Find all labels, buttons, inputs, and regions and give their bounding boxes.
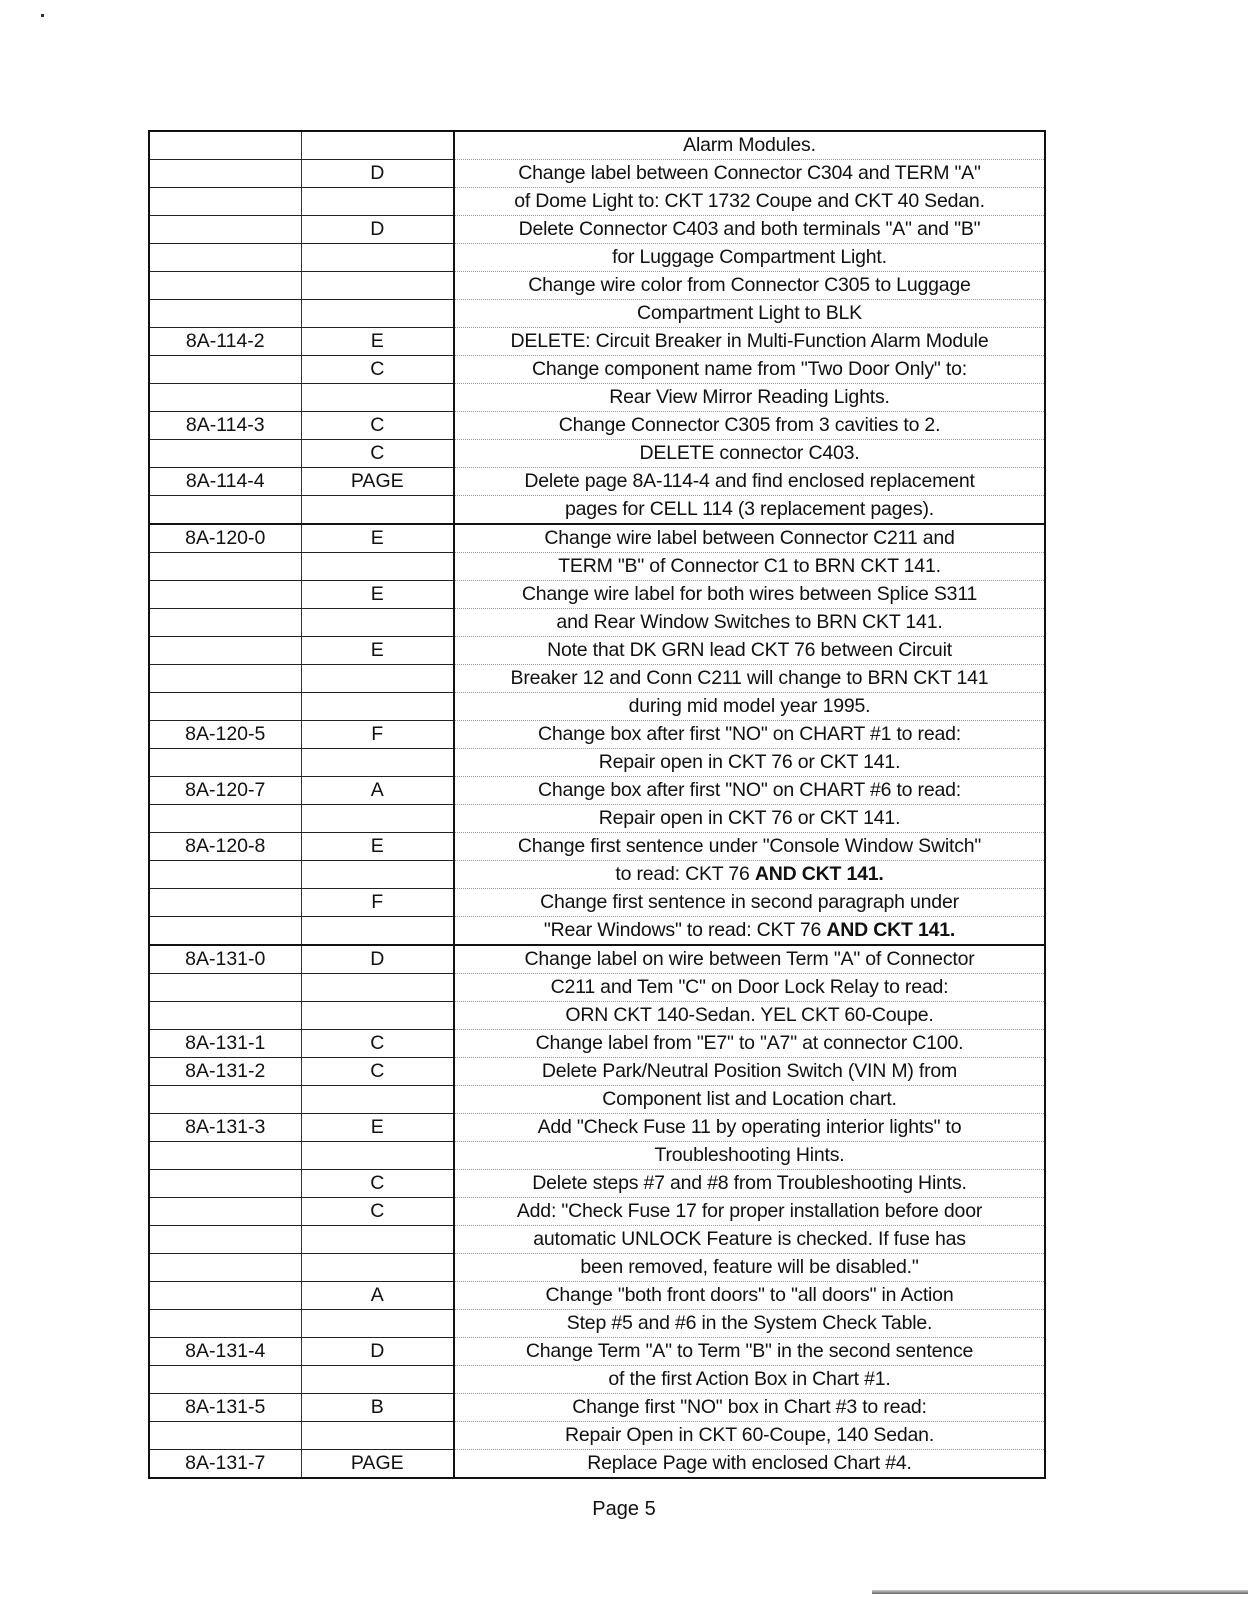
description-bold-text: AND CKT 141. [754,863,884,885]
change-code-cell [301,496,454,525]
description-text: DELETE: Circuit Breaker in Multi-Function Alarm Module [510,330,989,352]
description-cell [454,496,1045,525]
description-text: Add: "Check Fuse 17 for proper installation before door [516,1200,983,1222]
table-row [149,328,1045,356]
table-row [149,581,1045,609]
change-code-cell: D [301,1338,454,1366]
change-code-cell: A [301,1282,454,1310]
change-code-cell: E [301,637,454,665]
description-text: C211 and Tem "C" on Door Lock Relay to read: [550,976,949,998]
table-row [149,665,1045,693]
description-text: Change "both front doors" to "all doors" in Action [545,1284,954,1306]
table-row [149,1086,1045,1114]
table-row [149,524,1045,553]
change-code-cell: D [301,945,454,974]
description-text: Breaker 12 and Conn C211 will change to BRN CKT 141 [510,667,989,689]
table-row [149,1422,1045,1450]
table-row [149,1282,1045,1310]
table-row [149,833,1045,861]
description-text: Change first "NO" box in Chart #3 to read: [572,1396,927,1418]
table-row [149,1002,1045,1030]
change-code-cell: PAGE [301,1450,454,1479]
change-code-cell: C [301,1170,454,1198]
change-code-cell: PAGE [301,468,454,496]
page-ref-cell: 8A-120-7 [149,777,301,805]
table-row [149,749,1045,777]
table-row [149,917,1045,946]
description-text: Change label from "E7" to "A7" at connector C100. [535,1032,964,1054]
description-cell [454,1338,1045,1366]
page-ref-cell [149,693,301,721]
change-code-cell: E [301,524,454,553]
description-text: Change first sentence under "Console Window Switch" [517,835,982,857]
table-row [149,693,1045,721]
page-number: Page 5 [592,1498,656,1520]
change-code-cell: E [301,581,454,609]
page-ref-cell [149,1366,301,1394]
description-text: Compartment Light to BLK [637,302,862,324]
description-text: for Luggage Compartment Light. [612,246,887,268]
description-text: of the first Action Box in Chart #1. [608,1368,891,1390]
description-cell [454,693,1045,721]
change-code-cell: A [301,777,454,805]
revision-table [148,130,1046,1479]
description-cell [454,356,1045,384]
change-code-cell [301,300,454,328]
page-ref-cell [149,1002,301,1030]
table-row [149,1366,1045,1394]
description-cell [454,889,1045,917]
table-row [149,1030,1045,1058]
page-ref-cell [149,384,301,412]
page-ref-cell: 8A-120-8 [149,833,301,861]
description-cell [454,777,1045,805]
description-cell [454,440,1045,468]
page-ref-cell [149,272,301,300]
table-row [149,974,1045,1002]
change-code-cell: C [301,1030,454,1058]
table-row [149,1198,1045,1226]
scan-speck [41,14,44,17]
table-row [149,1254,1045,1282]
change-code-cell [301,1254,454,1282]
page-ref-cell [149,665,301,693]
description-cell [454,553,1045,581]
description-text: Repair open in CKT 76 or CKT 141. [598,751,901,773]
page-ref-cell [149,637,301,665]
page-ref-cell [149,805,301,833]
page-ref-cell: 8A-131-2 [149,1058,301,1086]
page-ref-cell [149,1226,301,1254]
description-cell [454,1114,1045,1142]
description-text: been removed, feature will be disabled." [580,1256,919,1278]
change-code-cell [301,609,454,637]
table-row [149,1142,1045,1170]
page-ref-cell [149,974,301,1002]
change-code-cell: E [301,833,454,861]
description-cell [454,609,1045,637]
description-cell [454,805,1045,833]
change-code-cell: C [301,1198,454,1226]
description-cell [454,917,1045,946]
description-cell [454,1282,1045,1310]
page-ref-cell: 8A-131-5 [149,1394,301,1422]
page-ref-cell: 8A-120-0 [149,524,301,553]
change-code-cell [301,1086,454,1114]
table-row [149,945,1045,974]
description-cell [454,1310,1045,1338]
table-row [149,1310,1045,1338]
description-text: DELETE connector C403. [639,442,860,464]
page-ref-cell [149,889,301,917]
table-row [149,721,1045,749]
description-cell [454,160,1045,188]
change-code-cell [301,1310,454,1338]
change-code-cell [301,917,454,946]
page-ref-cell: 8A-114-2 [149,328,301,356]
change-code-cell [301,1366,454,1394]
description-text: Delete steps #7 and #8 from Troubleshooting Hints. [532,1172,967,1194]
description-text: automatic UNLOCK Feature is checked. If fuse has [533,1228,966,1250]
table-row [149,272,1045,300]
description-text: Note that DK GRN lead CKT 76 between Circuit [547,639,952,661]
description-text: Change label between Connector C304 and TERM "A" [518,162,981,184]
description-cell [454,1394,1045,1422]
table-row [149,440,1045,468]
description-cell [454,328,1045,356]
table-row [149,188,1045,216]
description-text: Rear View Mirror Reading Lights. [609,386,890,408]
table-row [149,637,1045,665]
description-text: to read: CKT 76 [615,863,755,885]
table-row [149,244,1045,272]
description-text: Change Connector C305 from 3 cavities to 2. [558,414,941,436]
page-ref-cell [149,300,301,328]
table-row [149,412,1045,440]
table-row [149,1450,1045,1479]
page-ref-cell [149,188,301,216]
page-ref-cell [149,1086,301,1114]
description-cell [454,1198,1045,1226]
description-cell [454,749,1045,777]
page-ref-cell: 8A-131-4 [149,1338,301,1366]
description-cell [454,1030,1045,1058]
change-code-cell [301,272,454,300]
table-row [149,861,1045,889]
description-text: "Rear Windows" to read: CKT 76 [543,919,827,941]
page-ref-cell [149,440,301,468]
table-row [149,889,1045,917]
page-ref-cell: 8A-120-5 [149,721,301,749]
revision-table-body [149,131,1045,1478]
page-ref-cell [149,1282,301,1310]
change-code-cell [301,1002,454,1030]
change-code-cell: C [301,356,454,384]
description-text: Component list and Location chart. [602,1088,897,1110]
description-cell [454,833,1045,861]
table-row [149,1170,1045,1198]
change-code-cell: B [301,1394,454,1422]
table-row [149,1226,1045,1254]
change-code-cell [301,131,454,160]
change-code-cell: E [301,328,454,356]
change-code-cell [301,805,454,833]
change-code-cell [301,665,454,693]
page-ref-cell: 8A-131-3 [149,1114,301,1142]
description-text: Change Term "A" to Term "B" in the second sentence [525,1340,974,1362]
page-ref-cell [149,1198,301,1226]
table-row [149,356,1045,384]
page-ref-cell [149,581,301,609]
change-code-cell: F [301,721,454,749]
description-text: Add "Check Fuse 11 by operating interior lights" to [537,1116,962,1138]
description-cell [454,1170,1045,1198]
table-row [149,384,1045,412]
page-ref-cell [149,1254,301,1282]
description-cell [454,1422,1045,1450]
table-row [149,1394,1045,1422]
description-text: Change first sentence in second paragraph under [540,891,959,913]
description-cell [454,581,1045,609]
page-ref-cell [149,861,301,889]
table-row [149,216,1045,244]
description-text: during mid model year 1995. [628,695,871,717]
table-row [149,609,1045,637]
description-cell [454,1086,1045,1114]
description-text: Change label on wire between Term "A" of Connector [524,948,975,970]
description-cell [454,216,1045,244]
page-ref-cell: 8A-131-7 [149,1450,301,1479]
description-cell [454,300,1045,328]
change-code-cell: C [301,440,454,468]
table-row [149,1114,1045,1142]
description-cell [454,412,1045,440]
change-code-cell [301,974,454,1002]
description-text: pages for CELL 114 (3 replacement pages). [564,498,935,520]
description-cell [454,1254,1045,1282]
change-code-cell: C [301,412,454,440]
description-text: Replace Page with enclosed Chart #4. [587,1452,912,1474]
change-code-cell [301,384,454,412]
page-ref-cell [149,244,301,272]
change-code-cell [301,749,454,777]
description-cell [454,384,1045,412]
description-text: Change wire label between Connector C211 and [544,527,955,549]
description-cell [454,665,1045,693]
page-ref-cell [149,216,301,244]
description-cell [454,721,1045,749]
description-text: Step #5 and #6 in the System Check Table. [566,1312,933,1334]
change-code-cell [301,553,454,581]
table-row [149,131,1045,160]
description-text: Delete Connector C403 and both terminals "A" and "B" [518,218,981,240]
page-ref-cell [149,131,301,160]
table-row [149,1338,1045,1366]
description-cell [454,131,1045,160]
page-ref-cell [149,917,301,946]
description-text: ORN CKT 140-Sedan. YEL CKT 60-Coupe. [565,1004,934,1026]
page-ref-cell [149,1310,301,1338]
table-row [149,553,1045,581]
page-ref-cell [149,1170,301,1198]
description-cell [454,244,1045,272]
description-cell [454,1366,1045,1394]
description-text: Delete page 8A-114-4 and find enclosed replacement [524,470,975,492]
change-code-cell [301,1422,454,1450]
change-code-cell [301,861,454,889]
description-cell [454,1142,1045,1170]
page-ref-cell [149,609,301,637]
description-text: Troubleshooting Hints. [654,1144,845,1166]
table-row [149,468,1045,496]
table-row [149,496,1045,525]
description-text: Repair open in CKT 76 or CKT 141. [598,807,901,829]
page-ref-cell: 8A-114-4 [149,468,301,496]
table-row [149,300,1045,328]
description-cell [454,272,1045,300]
change-code-cell [301,244,454,272]
description-cell [454,1226,1045,1254]
description-cell [454,1450,1045,1479]
description-text: Repair Open in CKT 60-Coupe, 140 Sedan. [564,1424,935,1446]
page-ref-cell [149,553,301,581]
page-ref-cell [149,160,301,188]
table-row [149,805,1045,833]
table-row [149,1058,1045,1086]
description-text: Change wire label for both wires between Splice S311 [521,583,978,605]
page-ref-cell [149,1422,301,1450]
description-text: Change box after first "NO" on CHART #1 to read: [538,723,961,745]
description-cell [454,974,1045,1002]
change-code-cell: D [301,160,454,188]
scan-edge [872,1590,1248,1594]
page-ref-cell: 8A-131-0 [149,945,301,974]
change-code-cell [301,188,454,216]
change-code-cell: C [301,1058,454,1086]
description-cell [454,637,1045,665]
description-cell [454,468,1045,496]
change-code-cell: F [301,889,454,917]
change-code-cell: D [301,216,454,244]
description-text: Change box after first "NO" on CHART #6 to read: [538,779,961,801]
description-cell [454,861,1045,889]
description-cell [454,1002,1045,1030]
page-ref-cell [149,356,301,384]
description-text: Alarm Modules. [683,134,816,156]
description-bold-text: AND CKT 141. [826,919,956,941]
description-cell [454,524,1045,553]
page-ref-cell: 8A-114-3 [149,412,301,440]
description-text: Delete Park/Neutral Position Switch (VIN M) from [541,1060,958,1082]
description-text: and Rear Window Switches to BRN CKT 141. [556,611,943,633]
description-cell [454,1058,1045,1086]
change-code-cell [301,693,454,721]
description-text: of Dome Light to: CKT 1732 Coupe and CKT 40 Sedan. [514,190,985,212]
page-ref-cell: 8A-131-1 [149,1030,301,1058]
table-row [149,160,1045,188]
change-code-cell: E [301,1114,454,1142]
page-ref-cell [149,749,301,777]
description-text: Change component name from "Two Door Only" to: [532,358,967,380]
change-code-cell [301,1226,454,1254]
description-text: Change wire color from Connector C305 to Luggage [528,274,971,296]
page-ref-cell [149,496,301,525]
change-code-cell [301,1142,454,1170]
table-row [149,777,1045,805]
description-text: TERM "B" of Connector C1 to BRN CKT 141. [558,555,941,577]
description-cell [454,945,1045,974]
description-cell [454,188,1045,216]
page-ref-cell [149,1142,301,1170]
